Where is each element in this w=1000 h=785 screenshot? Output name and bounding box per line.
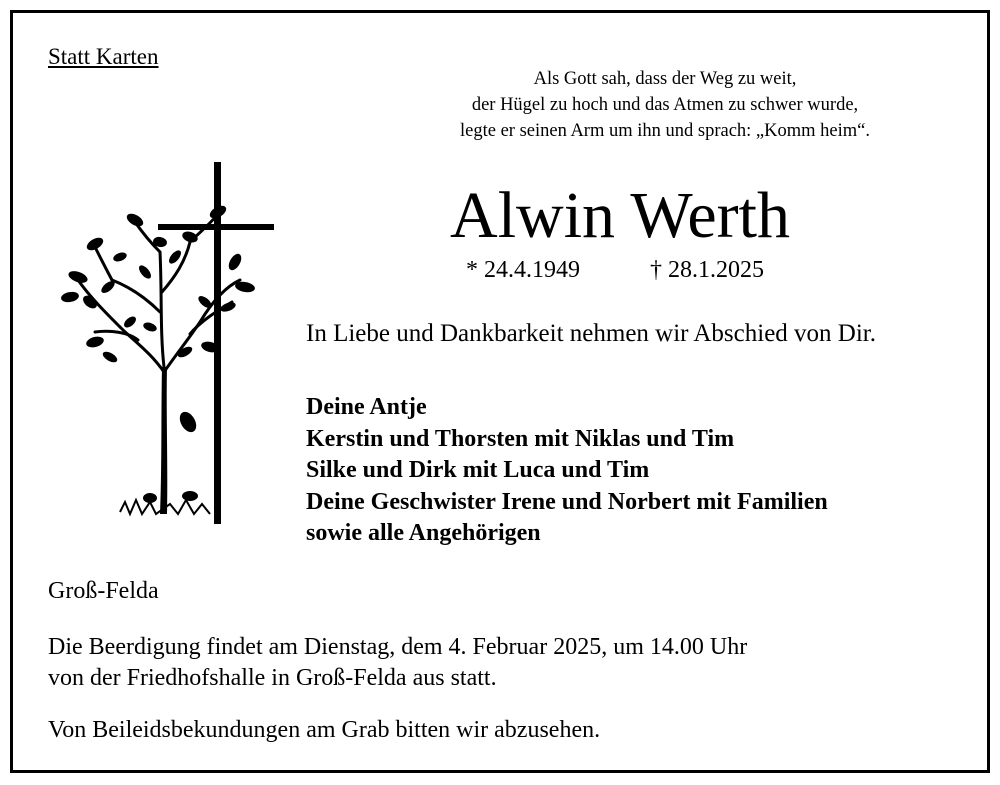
funeral-info [48, 632, 747, 694]
funeral-line: von der Friedhofshalle in Groß-Felda aus statt. [48, 665, 497, 691]
family-list [306, 392, 828, 550]
statt-karten-label: Statt Karten [48, 44, 159, 69]
family-line: Kerstin und Thorsten mit Niklas und Tim [306, 425, 735, 452]
poem-line: legte er seinen Arm um ihn und sprach: „Komm heim“. [460, 121, 870, 141]
condolence-note: Von Beileidsbekundungen am Grab bitten wir abzusehen. [48, 717, 601, 743]
place-name: Groß-Felda [48, 578, 159, 604]
poem-line: der Hügel zu hoch und das Atmen zu schwer wurde, [471, 95, 859, 115]
birth-date: * 24.4.1949 [466, 257, 580, 283]
poem-line: Als Gott sah, dass der Weg zu weit, [533, 69, 797, 89]
family-line: Deine Geschwister Irene und Norbert mit Familien [306, 488, 828, 515]
family-line: Deine Antje [306, 394, 427, 420]
tree-and-cross-icon [50, 162, 280, 532]
funeral-line: Die Beerdigung findet am Dienstag, dem 4. Februar 2025, um 14.00 Uhr [48, 634, 748, 660]
farewell-text: In Liebe und Dankbarkeit nehmen wir Abschied von Dir. [306, 320, 876, 347]
deceased-name: Alwin Werth [450, 179, 790, 252]
family-line: sowie alle Angehörigen [306, 520, 541, 546]
family-line: Silke und Dirk mit Luca und Tim [306, 457, 650, 483]
poem [360, 66, 970, 144]
death-date: † 28.1.2025 [650, 257, 764, 283]
